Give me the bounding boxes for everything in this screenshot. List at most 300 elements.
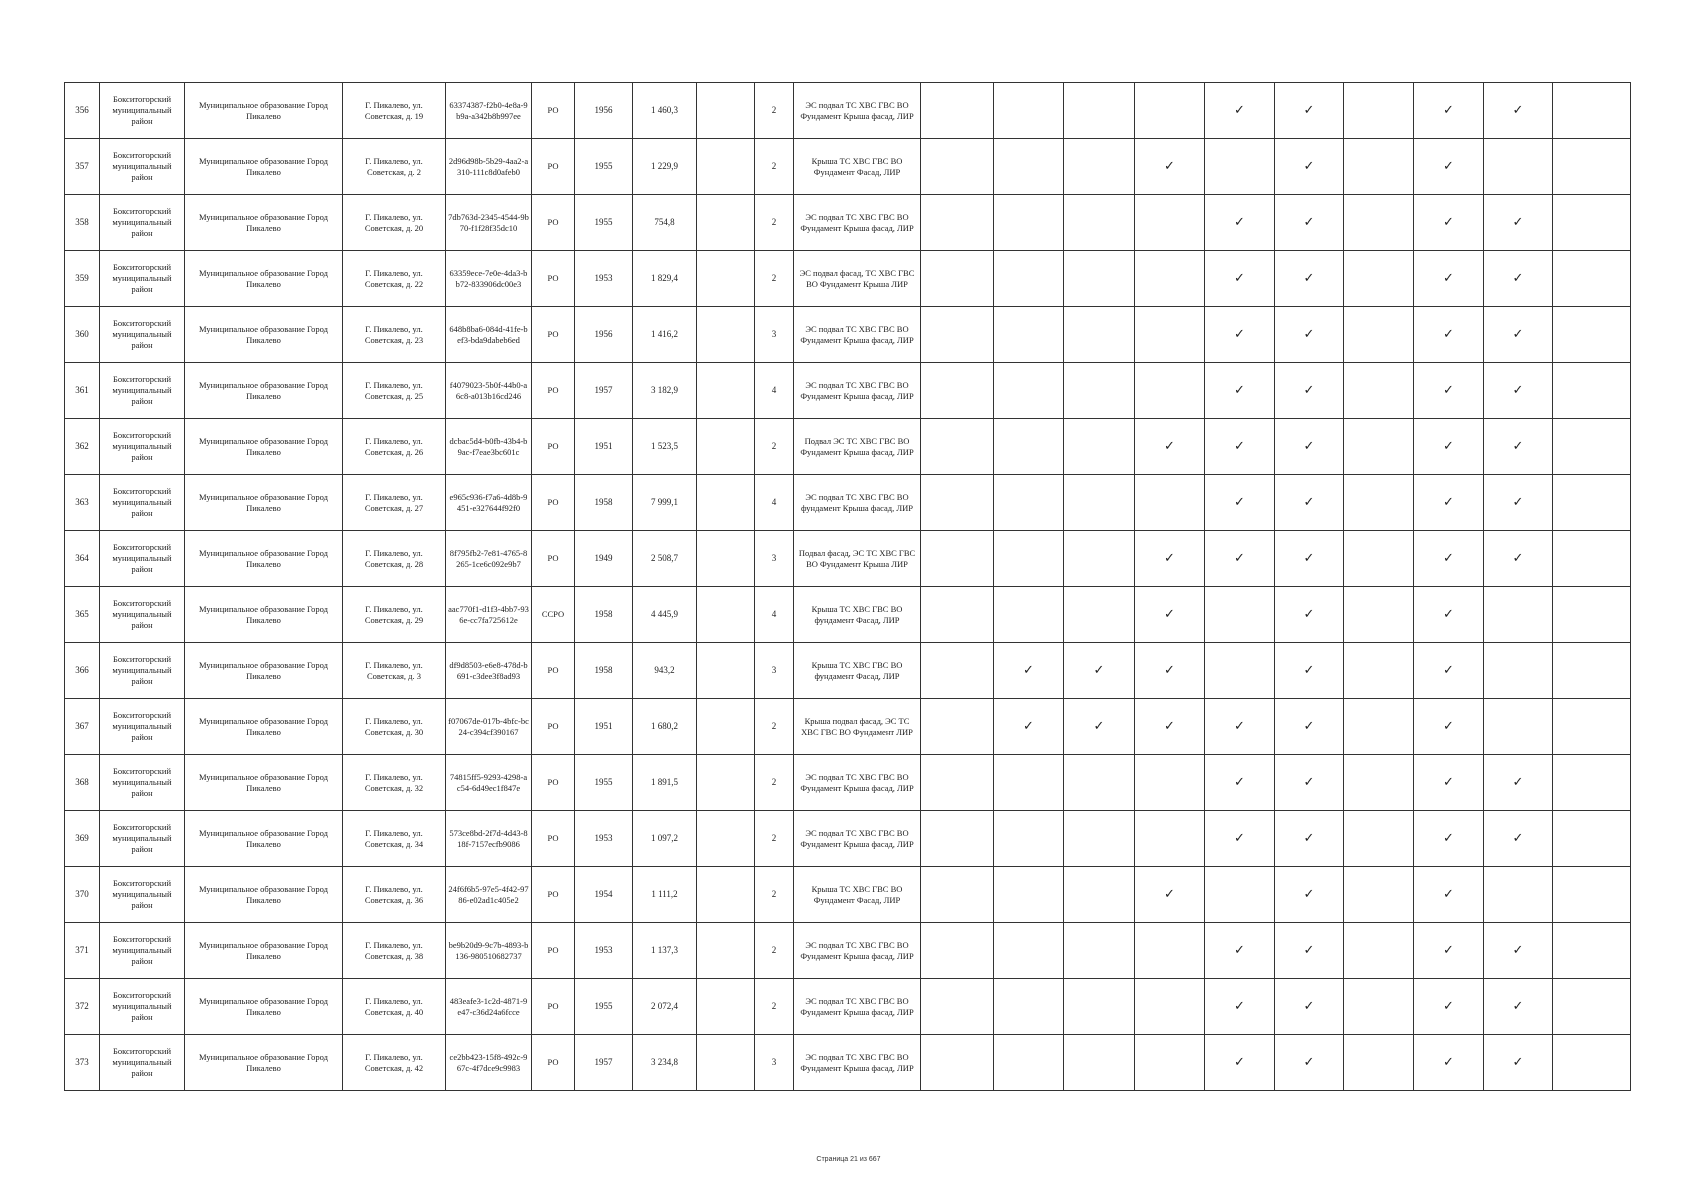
row-number-cell: 369 — [65, 811, 100, 867]
work-check-cell — [1484, 699, 1553, 755]
work-check-cell — [1484, 755, 1553, 811]
work-check-cell — [1484, 587, 1553, 643]
address-cell: Г. Пикалево, ул. Советская, д. 26 — [343, 419, 446, 475]
address-cell: Г. Пикалево, ул. Советская, д. 2 — [343, 139, 446, 195]
empty-cell — [697, 923, 755, 979]
table-row — [65, 475, 1631, 531]
check-mark-icon: ✓ — [1234, 215, 1245, 230]
work-check-cell — [1344, 755, 1414, 811]
address-cell: Г. Пикалево, ул. Советская, д. 32 — [343, 755, 446, 811]
work-check-cell — [1484, 83, 1553, 139]
table-row — [65, 699, 1631, 755]
empty-cell — [697, 419, 755, 475]
area-cell: 7 999,1 — [633, 475, 697, 531]
build-year-cell: 1956 — [575, 83, 633, 139]
management-type-cell: РО — [532, 363, 575, 419]
check-mark-icon: ✓ — [1234, 1055, 1245, 1070]
work-check-cell — [1275, 979, 1344, 1035]
work-check-cell — [1205, 251, 1275, 307]
check-mark-icon: ✓ — [1234, 719, 1245, 734]
check-mark-icon: ✓ — [1164, 607, 1175, 622]
build-year-cell: 1955 — [575, 755, 633, 811]
build-year-cell: 1951 — [575, 419, 633, 475]
district-cell: Бокситогорский муниципальный район — [100, 475, 185, 531]
work-check-cell — [1205, 587, 1275, 643]
work-check-cell — [921, 811, 994, 867]
work-check-cell — [1275, 307, 1344, 363]
empty-cell — [697, 195, 755, 251]
row-number-cell: 364 — [65, 531, 100, 587]
work-check-cell — [1205, 1035, 1275, 1091]
empty-cell — [697, 811, 755, 867]
work-check-cell — [1553, 307, 1631, 363]
area-cell: 1 229,9 — [633, 139, 697, 195]
check-mark-icon: ✓ — [1234, 439, 1245, 454]
work-check-cell — [1344, 83, 1414, 139]
work-check-cell — [1344, 699, 1414, 755]
house-id-cell: 63374387-f2b0-4e8a-9b9a-a342b8b997ee — [446, 83, 532, 139]
work-check-cell — [921, 587, 994, 643]
works-list-cell: Крыша ТС ХВС ГВС ВО фундамент Фасад, ЛИР — [794, 587, 921, 643]
municipality-cell: Муниципальное образование Город Пикалево — [185, 419, 343, 475]
house-id-cell: 573ce8bd-2f7d-4d43-818f-7157ecfb9086 — [446, 811, 532, 867]
municipality-cell: Муниципальное образование Город Пикалево — [185, 643, 343, 699]
district-cell: Бокситогорский муниципальный район — [100, 531, 185, 587]
row-number-cell: 361 — [65, 363, 100, 419]
work-check-cell — [921, 643, 994, 699]
work-check-cell — [1064, 475, 1135, 531]
area-cell: 1 891,5 — [633, 755, 697, 811]
check-mark-icon: ✓ — [1512, 215, 1524, 230]
work-check-cell — [1064, 811, 1135, 867]
management-type-cell: РО — [532, 923, 575, 979]
work-check-cell — [994, 475, 1064, 531]
floors-cell: 2 — [755, 755, 794, 811]
work-check-cell — [1344, 979, 1414, 1035]
district-cell: Бокситогорский муниципальный район — [100, 83, 185, 139]
work-check-cell — [1344, 531, 1414, 587]
floors-cell: 2 — [755, 979, 794, 1035]
check-mark-icon: ✓ — [1023, 719, 1034, 734]
work-check-cell — [921, 363, 994, 419]
address-cell: Г. Пикалево, ул. Советская, д. 28 — [343, 531, 446, 587]
work-check-cell — [921, 307, 994, 363]
works-list-cell: ЭС подвал ТС ХВС ГВС ВО Фундамент Крыша фасад, ЛИР — [794, 195, 921, 251]
management-type-cell: РО — [532, 419, 575, 475]
work-check-cell — [1414, 363, 1484, 419]
municipality-cell: Муниципальное образование Город Пикалево — [185, 923, 343, 979]
area-cell: 2 072,4 — [633, 979, 697, 1035]
work-check-cell — [1135, 867, 1205, 923]
management-type-cell: РО — [532, 83, 575, 139]
works-list-cell: ЭС подвал ТС ХВС ГВС ВО Фундамент Крыша фасад, ЛИР — [794, 363, 921, 419]
work-check-cell — [1275, 195, 1344, 251]
page-footer: Страница 21 из 667 — [816, 1156, 881, 1163]
check-mark-icon: ✓ — [1164, 719, 1175, 734]
district-cell: Бокситогорский муниципальный район — [100, 643, 185, 699]
work-check-cell — [1205, 923, 1275, 979]
work-check-cell — [1553, 643, 1631, 699]
check-mark-icon: ✓ — [1443, 439, 1454, 454]
check-mark-icon: ✓ — [1443, 607, 1454, 622]
municipality-cell: Муниципальное образование Город Пикалево — [185, 587, 343, 643]
check-mark-icon: ✓ — [1234, 495, 1245, 510]
work-check-cell — [921, 1035, 994, 1091]
floors-cell: 4 — [755, 475, 794, 531]
check-mark-icon: ✓ — [1164, 159, 1175, 174]
house-id-cell: df9d8503-e6e8-478d-b691-c3dee3f8ad93 — [446, 643, 532, 699]
work-check-cell — [1553, 531, 1631, 587]
row-number-cell: 370 — [65, 867, 100, 923]
work-check-cell — [1064, 139, 1135, 195]
check-mark-icon: ✓ — [1443, 551, 1454, 566]
house-id-cell: f4079023-5b0f-44b0-a6c8-a013b16cd246 — [446, 363, 532, 419]
empty-cell — [697, 867, 755, 923]
floors-cell: 3 — [755, 307, 794, 363]
work-check-cell — [1484, 811, 1553, 867]
work-check-cell — [1553, 419, 1631, 475]
work-check-cell — [1135, 923, 1205, 979]
municipality-cell: Муниципальное образование Город Пикалево — [185, 475, 343, 531]
municipality-cell: Муниципальное образование Город Пикалево — [185, 867, 343, 923]
check-mark-icon: ✓ — [1234, 775, 1245, 790]
works-list-cell: ЭС подвал ТС ХВС ГВС ВО Фундамент Крыша фасад, ЛИР — [794, 755, 921, 811]
check-mark-icon: ✓ — [1443, 271, 1454, 286]
work-check-cell — [1135, 475, 1205, 531]
check-mark-icon: ✓ — [1443, 943, 1454, 958]
build-year-cell: 1951 — [575, 699, 633, 755]
work-check-cell — [921, 923, 994, 979]
management-type-cell: РО — [532, 195, 575, 251]
work-check-cell — [1553, 811, 1631, 867]
work-check-cell — [1064, 1035, 1135, 1091]
work-check-cell — [1135, 643, 1205, 699]
municipality-cell: Муниципальное образование Город Пикалево — [185, 979, 343, 1035]
table-row — [65, 643, 1631, 699]
work-check-cell — [1205, 979, 1275, 1035]
work-check-cell — [1553, 475, 1631, 531]
build-year-cell: 1954 — [575, 867, 633, 923]
municipality-cell: Муниципальное образование Город Пикалево — [185, 139, 343, 195]
area-cell: 1 829,4 — [633, 251, 697, 307]
work-check-cell — [921, 867, 994, 923]
work-check-cell — [1275, 755, 1344, 811]
work-check-cell — [921, 83, 994, 139]
works-list-cell: Подвал ЭС ТС ХВС ГВС ВО Фундамент Крыша фасад, ЛИР — [794, 419, 921, 475]
floors-cell: 4 — [755, 587, 794, 643]
floors-cell: 2 — [755, 83, 794, 139]
area-cell: 3 182,9 — [633, 363, 697, 419]
work-check-cell — [1135, 699, 1205, 755]
work-check-cell — [1205, 811, 1275, 867]
row-number-cell: 365 — [65, 587, 100, 643]
check-mark-icon: ✓ — [1303, 159, 1315, 174]
check-mark-icon: ✓ — [1023, 663, 1034, 678]
area-cell: 1 680,2 — [633, 699, 697, 755]
work-check-cell — [921, 979, 994, 1035]
house-id-cell: 63359ece-7e0e-4da3-bb72-833906dc00e3 — [446, 251, 532, 307]
work-check-cell — [1553, 83, 1631, 139]
works-list-cell: ЭС подвал ТС ХВС ГВС ВО Фундамент Крыша фасад, ЛИР — [794, 979, 921, 1035]
check-mark-icon: ✓ — [1512, 1055, 1524, 1070]
empty-cell — [697, 1035, 755, 1091]
work-check-cell — [1414, 643, 1484, 699]
work-check-cell — [1414, 139, 1484, 195]
work-check-cell — [994, 83, 1064, 139]
work-check-cell — [1064, 979, 1135, 1035]
work-check-cell — [1414, 923, 1484, 979]
district-cell: Бокситогорский муниципальный район — [100, 251, 185, 307]
work-check-cell — [1275, 699, 1344, 755]
work-check-cell — [1064, 531, 1135, 587]
row-number-cell: 367 — [65, 699, 100, 755]
work-check-cell — [1064, 699, 1135, 755]
work-check-cell — [1135, 755, 1205, 811]
check-mark-icon: ✓ — [1512, 495, 1524, 510]
address-cell: Г. Пикалево, ул. Советская, д. 3 — [343, 643, 446, 699]
house-id-cell: 7db763d-2345-4544-9b70-f1f28f35dc10 — [446, 195, 532, 251]
municipality-cell: Муниципальное образование Город Пикалево — [185, 363, 343, 419]
work-check-cell — [1414, 699, 1484, 755]
check-mark-icon: ✓ — [1303, 551, 1315, 566]
table-row — [65, 363, 1631, 419]
work-check-cell — [1484, 139, 1553, 195]
work-check-cell — [1205, 867, 1275, 923]
work-check-cell — [994, 307, 1064, 363]
house-id-cell: aac770f1-d1f3-4bb7-936e-cc7fa725612e — [446, 587, 532, 643]
work-check-cell — [1205, 195, 1275, 251]
work-check-cell — [994, 419, 1064, 475]
check-mark-icon: ✓ — [1234, 383, 1245, 398]
build-year-cell: 1957 — [575, 1035, 633, 1091]
work-check-cell — [1414, 419, 1484, 475]
empty-cell — [697, 531, 755, 587]
work-check-cell — [1064, 83, 1135, 139]
check-mark-icon: ✓ — [1512, 775, 1524, 790]
municipality-cell: Муниципальное образование Город Пикалево — [185, 531, 343, 587]
work-check-cell — [1484, 1035, 1553, 1091]
address-cell: Г. Пикалево, ул. Советская, д. 42 — [343, 1035, 446, 1091]
district-cell: Бокситогорский муниципальный район — [100, 979, 185, 1035]
work-check-cell — [1275, 83, 1344, 139]
area-cell: 1 416,2 — [633, 307, 697, 363]
check-mark-icon: ✓ — [1164, 439, 1175, 454]
work-check-cell — [1064, 363, 1135, 419]
work-check-cell — [1414, 475, 1484, 531]
empty-cell — [697, 475, 755, 531]
work-check-cell — [994, 811, 1064, 867]
build-year-cell: 1953 — [575, 923, 633, 979]
check-mark-icon: ✓ — [1234, 831, 1245, 846]
work-check-cell — [1484, 979, 1553, 1035]
work-check-cell — [1205, 475, 1275, 531]
management-type-cell: РО — [532, 475, 575, 531]
row-number-cell: 356 — [65, 83, 100, 139]
management-type-cell: РО — [532, 251, 575, 307]
floors-cell: 4 — [755, 363, 794, 419]
work-check-cell — [1414, 307, 1484, 363]
check-mark-icon: ✓ — [1303, 831, 1315, 846]
management-type-cell: РО — [532, 531, 575, 587]
work-check-cell — [994, 363, 1064, 419]
check-mark-icon: ✓ — [1303, 663, 1315, 678]
works-list-cell: Крыша ТС ХВС ГВС ВО Фундамент Фасад, ЛИР — [794, 867, 921, 923]
municipality-cell: Муниципальное образование Город Пикалево — [185, 699, 343, 755]
work-check-cell — [1064, 643, 1135, 699]
work-check-cell — [1553, 699, 1631, 755]
check-mark-icon: ✓ — [1303, 271, 1315, 286]
check-mark-icon: ✓ — [1303, 215, 1315, 230]
check-mark-icon: ✓ — [1093, 663, 1105, 678]
check-mark-icon: ✓ — [1443, 999, 1454, 1014]
work-check-cell — [1414, 587, 1484, 643]
work-check-cell — [1135, 139, 1205, 195]
work-check-cell — [921, 475, 994, 531]
work-check-cell — [1135, 363, 1205, 419]
floors-cell: 2 — [755, 195, 794, 251]
work-check-cell — [1414, 867, 1484, 923]
work-check-cell — [1135, 531, 1205, 587]
work-check-cell — [1344, 307, 1414, 363]
work-check-cell — [921, 531, 994, 587]
management-type-cell: РО — [532, 1035, 575, 1091]
works-list-cell: ЭС подвал ТС ХВС ГВС ВО Фундамент Крыша фасад, ЛИР — [794, 923, 921, 979]
work-check-cell — [921, 419, 994, 475]
work-check-cell — [1205, 699, 1275, 755]
work-check-cell — [1553, 139, 1631, 195]
area-cell: 1 111,2 — [633, 867, 697, 923]
check-mark-icon: ✓ — [1303, 999, 1315, 1014]
work-check-cell — [1275, 643, 1344, 699]
work-check-cell — [1135, 1035, 1205, 1091]
works-list-cell: ЭС подвал ТС ХВС ГВС ВО Фундамент Крыша фасад, ЛИР — [794, 1035, 921, 1091]
work-check-cell — [1344, 195, 1414, 251]
work-check-cell — [1344, 1035, 1414, 1091]
empty-cell — [697, 979, 755, 1035]
district-cell: Бокситогорский муниципальный район — [100, 307, 185, 363]
district-cell: Бокситогорский муниципальный район — [100, 867, 185, 923]
work-check-cell — [1135, 195, 1205, 251]
work-check-cell — [1344, 363, 1414, 419]
check-mark-icon: ✓ — [1512, 103, 1524, 118]
check-mark-icon: ✓ — [1303, 103, 1315, 118]
work-check-cell — [1553, 755, 1631, 811]
work-check-cell — [1344, 923, 1414, 979]
work-check-cell — [1553, 251, 1631, 307]
check-mark-icon: ✓ — [1234, 551, 1245, 566]
house-id-cell: 2d96d98b-5b29-4aa2-a310-111c8d0afeb0 — [446, 139, 532, 195]
check-mark-icon: ✓ — [1303, 495, 1315, 510]
check-mark-icon: ✓ — [1303, 719, 1315, 734]
check-mark-icon: ✓ — [1443, 495, 1454, 510]
management-type-cell: РО — [532, 979, 575, 1035]
municipality-cell: Муниципальное образование Город Пикалево — [185, 83, 343, 139]
row-number-cell: 358 — [65, 195, 100, 251]
district-cell: Бокситогорский муниципальный район — [100, 587, 185, 643]
build-year-cell: 1953 — [575, 251, 633, 307]
management-type-cell: ССРО — [532, 587, 575, 643]
work-check-cell — [1414, 811, 1484, 867]
address-cell: Г. Пикалево, ул. Советская, д. 19 — [343, 83, 446, 139]
check-mark-icon: ✓ — [1443, 215, 1454, 230]
housing-register-table — [64, 82, 1631, 1091]
work-check-cell — [1484, 307, 1553, 363]
work-check-cell — [1344, 811, 1414, 867]
work-check-cell — [1484, 643, 1553, 699]
empty-cell — [697, 139, 755, 195]
work-check-cell — [1275, 251, 1344, 307]
check-mark-icon: ✓ — [1512, 831, 1524, 846]
work-check-cell — [1484, 251, 1553, 307]
work-check-cell — [1484, 475, 1553, 531]
check-mark-icon: ✓ — [1512, 327, 1524, 342]
work-check-cell — [1135, 307, 1205, 363]
work-check-cell — [1205, 755, 1275, 811]
address-cell: Г. Пикалево, ул. Советская, д. 23 — [343, 307, 446, 363]
work-check-cell — [1484, 923, 1553, 979]
work-check-cell — [1275, 531, 1344, 587]
work-check-cell — [1064, 419, 1135, 475]
check-mark-icon: ✓ — [1512, 551, 1524, 566]
work-check-cell — [1275, 419, 1344, 475]
work-check-cell — [921, 139, 994, 195]
area-cell: 754,8 — [633, 195, 697, 251]
floors-cell: 2 — [755, 811, 794, 867]
work-check-cell — [1205, 419, 1275, 475]
address-cell: Г. Пикалево, ул. Советская, д. 30 — [343, 699, 446, 755]
check-mark-icon: ✓ — [1093, 719, 1105, 734]
work-check-cell — [1344, 419, 1414, 475]
area-cell: 943,2 — [633, 643, 697, 699]
work-check-cell — [1553, 195, 1631, 251]
district-cell: Бокситогорский муниципальный район — [100, 195, 185, 251]
check-mark-icon: ✓ — [1443, 831, 1454, 846]
work-check-cell — [1064, 923, 1135, 979]
table-row — [65, 195, 1631, 251]
management-type-cell: РО — [532, 755, 575, 811]
works-list-cell: Подвал фасад, ЭС ТС ХВС ГВС ВО Фундамент Крыша ЛИР — [794, 531, 921, 587]
check-mark-icon: ✓ — [1443, 383, 1454, 398]
check-mark-icon: ✓ — [1512, 383, 1524, 398]
house-id-cell: 24f6f6b5-97e5-4f42-9786-e02ad1c405e2 — [446, 867, 532, 923]
work-check-cell — [1275, 923, 1344, 979]
work-check-cell — [1135, 587, 1205, 643]
check-mark-icon: ✓ — [1443, 663, 1454, 678]
build-year-cell: 1949 — [575, 531, 633, 587]
check-mark-icon: ✓ — [1303, 607, 1315, 622]
work-check-cell — [1275, 363, 1344, 419]
district-cell: Бокситогорский муниципальный район — [100, 363, 185, 419]
address-cell: Г. Пикалево, ул. Советская, д. 38 — [343, 923, 446, 979]
work-check-cell — [921, 699, 994, 755]
management-type-cell: РО — [532, 307, 575, 363]
work-check-cell — [1275, 867, 1344, 923]
area-cell: 2 508,7 — [633, 531, 697, 587]
work-check-cell — [1135, 419, 1205, 475]
row-number-cell: 373 — [65, 1035, 100, 1091]
work-check-cell — [1344, 587, 1414, 643]
works-list-cell: ЭС подвал ТС ХВС ГВС ВО Фундамент Крыша фасад, ЛИР — [794, 811, 921, 867]
check-mark-icon: ✓ — [1303, 327, 1315, 342]
work-check-cell — [1414, 755, 1484, 811]
check-mark-icon: ✓ — [1303, 1055, 1315, 1070]
district-cell: Бокситогорский муниципальный район — [100, 755, 185, 811]
area-cell: 4 445,9 — [633, 587, 697, 643]
address-cell: Г. Пикалево, ул. Советская, д. 36 — [343, 867, 446, 923]
check-mark-icon: ✓ — [1512, 271, 1524, 286]
table-row — [65, 531, 1631, 587]
build-year-cell: 1958 — [575, 643, 633, 699]
